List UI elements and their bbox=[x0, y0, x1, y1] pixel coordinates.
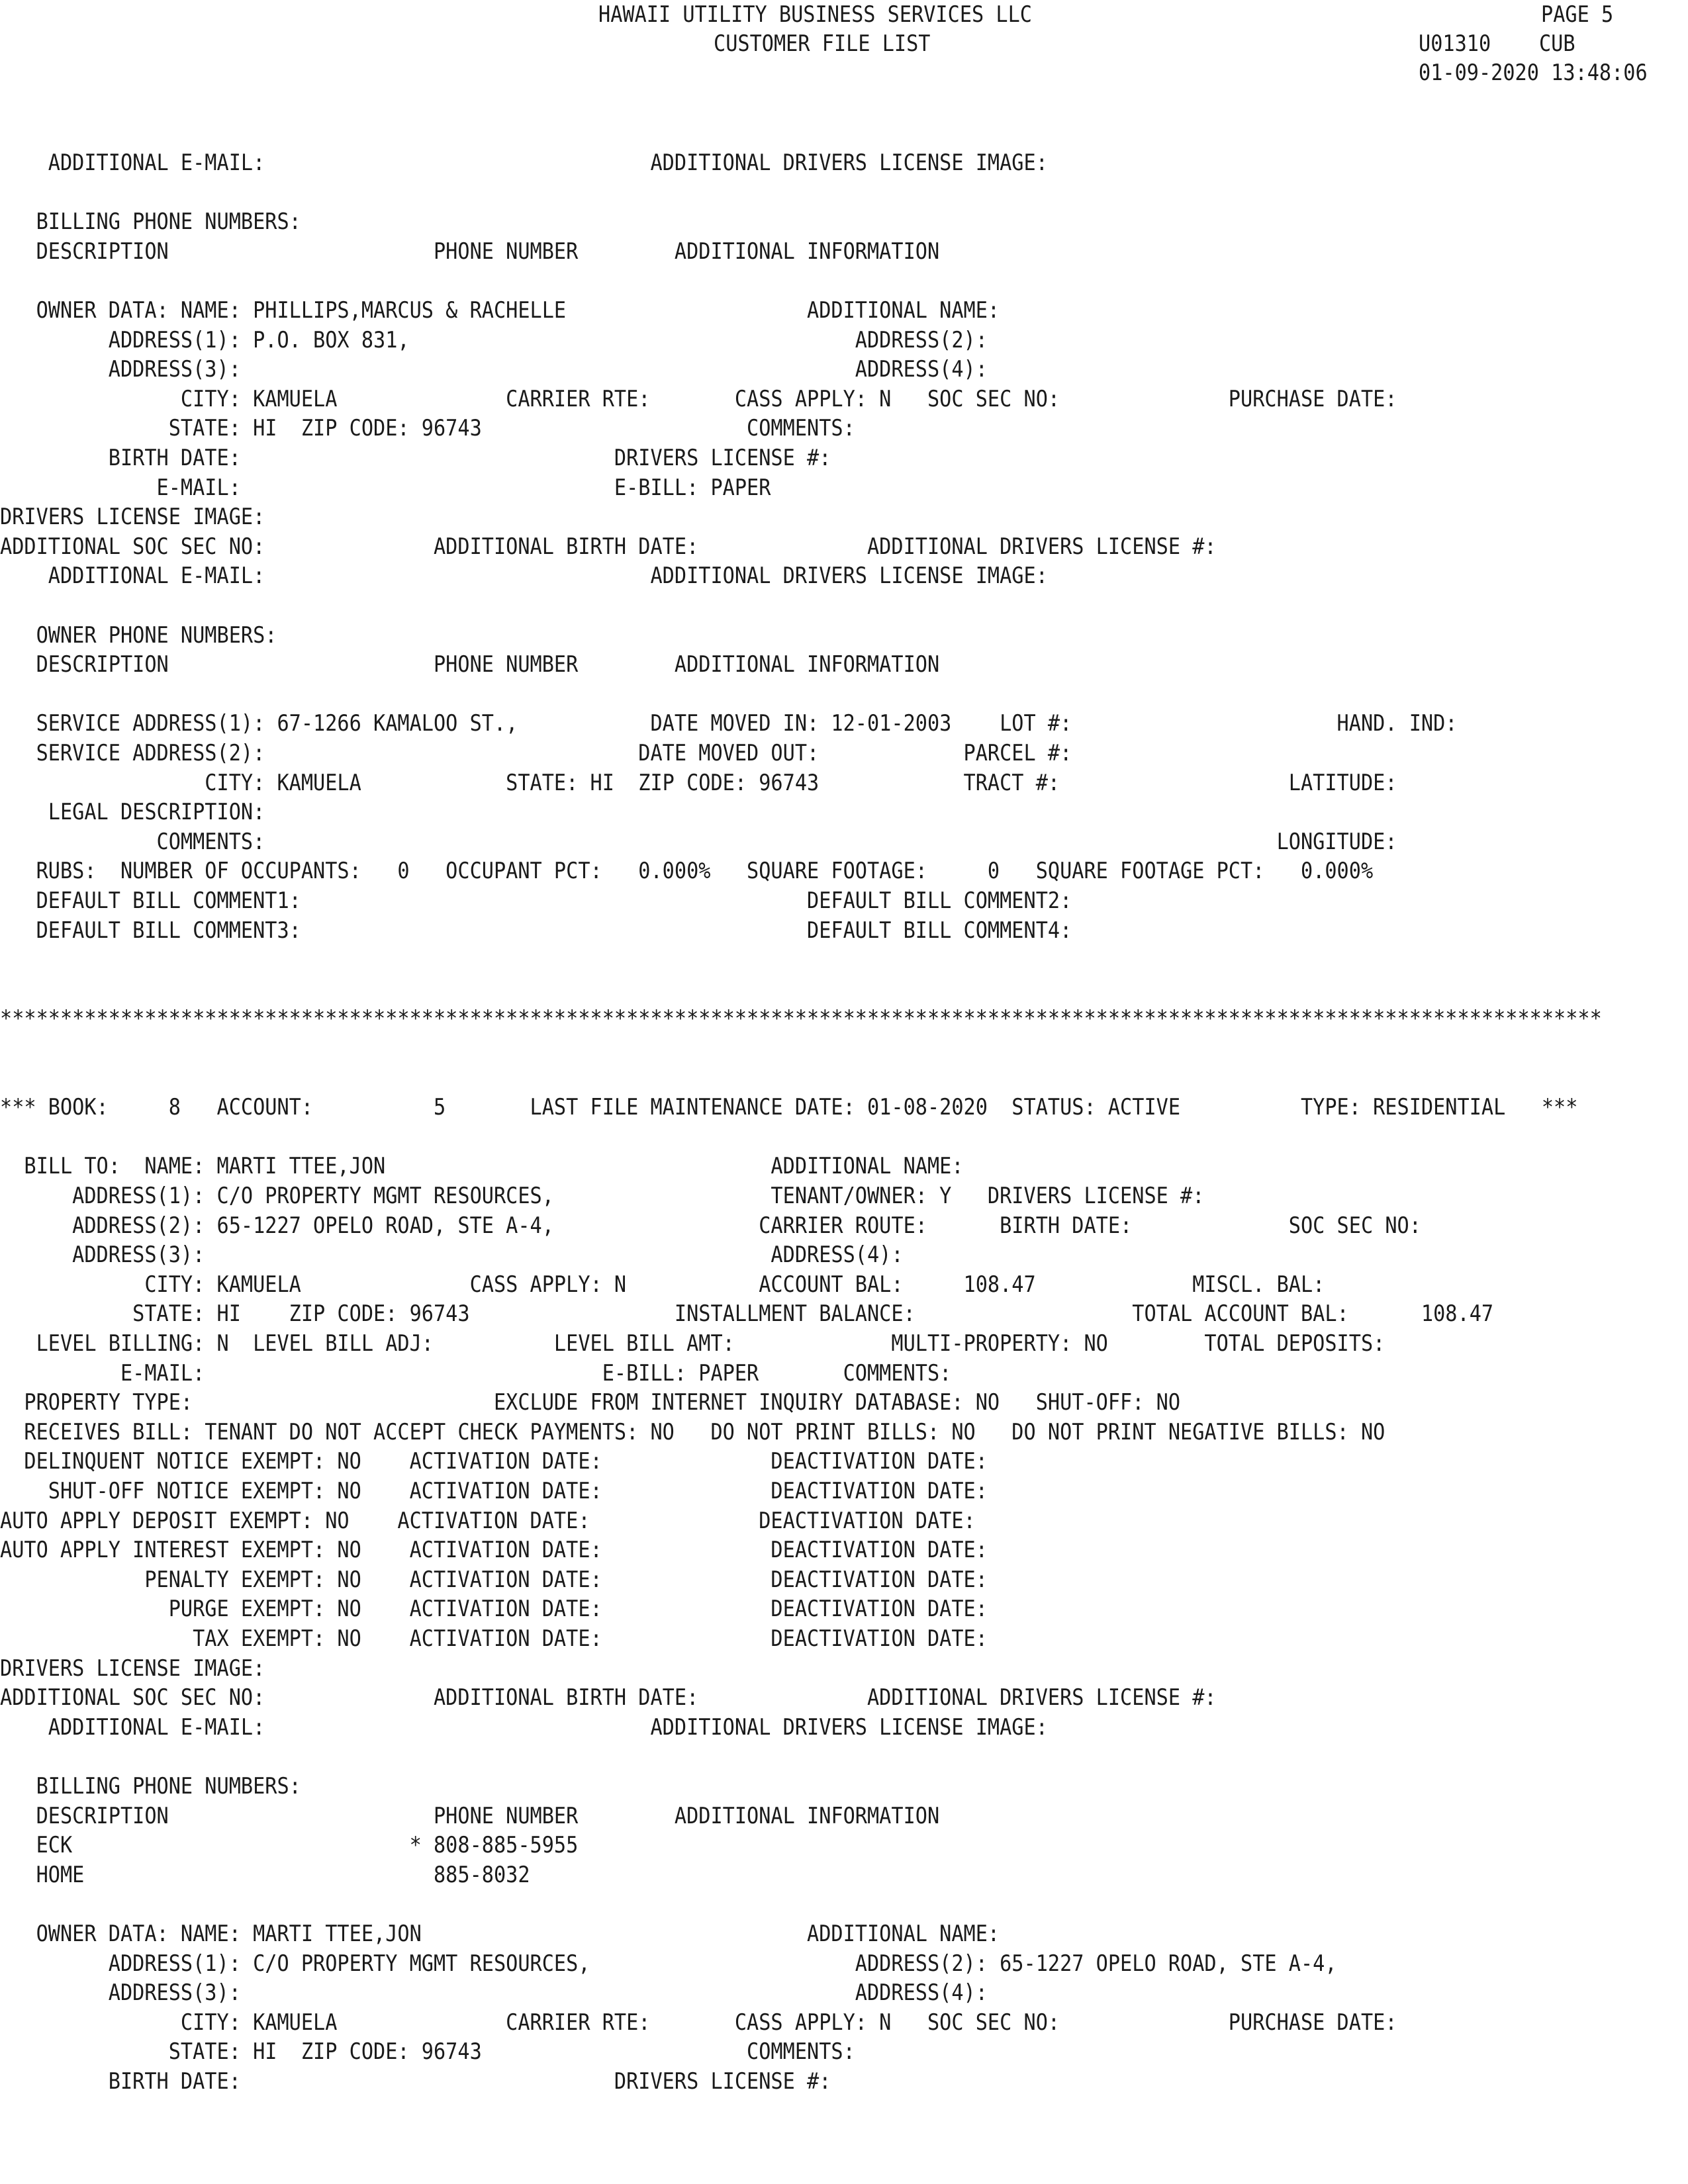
page-number: PAGE 5 bbox=[1541, 1, 1614, 27]
report-line: LEGAL DESCRIPTION: bbox=[0, 799, 265, 825]
report-timestamp: 01-09-2020 13:48:06 bbox=[1419, 60, 1648, 85]
report-line: OWNER DATA: NAME: PHILLIPS,MARCUS & RACHELLE ADDITIONAL NAME: bbox=[0, 297, 1000, 323]
report-line: LEVEL BILLING: N LEVEL BILL ADJ: LEVEL BILL AMT: MULTI-PROPERTY: NO TOTAL DEPOSITS: bbox=[0, 1330, 1385, 1356]
report-line: SERVICE ADDRESS(2): DATE MOVED OUT: PARCEL #: bbox=[0, 740, 1072, 766]
report-line: CITY: KAMUELA CARRIER RTE: CASS APPLY: N SOC SEC NO: PURCHASE DATE: bbox=[0, 385, 1397, 412]
report-line: STATE: HI ZIP CODE: 96743 COMMENTS: bbox=[0, 415, 855, 441]
report-line: DELINQUENT NOTICE EXEMPT: NO ACTIVATION DATE: DEACTIVATION DATE: bbox=[0, 1448, 988, 1475]
report-line: DESCRIPTION PHONE NUMBER ADDITIONAL INFORMATION bbox=[0, 1802, 940, 1829]
report-line: CITY: KAMUELA CASS APPLY: N ACCOUNT BAL: 108.47 MISCL. BAL: bbox=[0, 1271, 1325, 1297]
report-line: BIRTH DATE: DRIVERS LICENSE #: bbox=[0, 2068, 831, 2094]
report-line: OWNER PHONE NUMBERS: bbox=[0, 621, 277, 648]
report-line: DESCRIPTION PHONE NUMBER ADDITIONAL INFORMATION bbox=[0, 238, 940, 264]
report-line: ADDRESS(1): P.O. BOX 831, ADDRESS(2): bbox=[0, 326, 988, 353]
report-line: RECEIVES BILL: TENANT DO NOT ACCEPT CHECK PAYMENTS: NO DO NOT PRINT BILLS: NO DO NOT PRINT NEGATIVE BILLS: NO bbox=[0, 1418, 1385, 1445]
report-line: DEFAULT BILL COMMENT3: DEFAULT BILL COMMENT4: bbox=[0, 917, 1072, 943]
company-name: HAWAII UTILITY BUSINESS SERVICES LLC bbox=[598, 1, 1033, 27]
report-line: BILLING PHONE NUMBERS: bbox=[0, 1773, 301, 1799]
report-line: SERVICE ADDRESS(1): 67-1266 KAMALOO ST., DATE MOVED IN: 12-01-2003 LOT #: HAND. IND: bbox=[0, 710, 1458, 737]
report-line: ADDITIONAL SOC SEC NO: ADDITIONAL BIRTH DATE: ADDITIONAL DRIVERS LICENSE #: bbox=[0, 1684, 1217, 1711]
report-title: CUSTOMER FILE LIST bbox=[714, 30, 931, 56]
report-line: ADDITIONAL E-MAIL: ADDITIONAL DRIVERS LICENSE IMAGE: bbox=[0, 150, 1048, 175]
report-line: STATE: HI ZIP CODE: 96743 INSTALLMENT BALANCE: TOTAL ACCOUNT BAL: 108.47 bbox=[0, 1300, 1494, 1327]
report-line: BILL TO: NAME: MARTI TTEE,JON ADDITIONAL NAME: bbox=[0, 1153, 964, 1179]
report-line: ADDITIONAL E-MAIL: ADDITIONAL DRIVERS LICENSE IMAGE: bbox=[0, 563, 1048, 589]
report-line: DEFAULT BILL COMMENT1: DEFAULT BILL COMMENT2: bbox=[0, 887, 1072, 913]
report-line: ************************************************************************************************************************************* bbox=[0, 1005, 1602, 1032]
report-line: E-MAIL: E-BILL: PAPER COMMENTS: bbox=[0, 1359, 952, 1386]
report-line: OWNER DATA: NAME: MARTI TTEE,JON ADDITIONAL NAME: bbox=[0, 1921, 1000, 1946]
report-line: COMMENTS: LONGITUDE: bbox=[0, 828, 1397, 854]
report-line: PENALTY EXEMPT: NO ACTIVATION DATE: DEACTIVATION DATE: bbox=[0, 1566, 988, 1592]
report-line: DRIVERS LICENSE IMAGE: bbox=[0, 504, 265, 530]
report-line: SHUT-OFF NOTICE EXEMPT: NO ACTIVATION DATE: DEACTIVATION DATE: bbox=[0, 1478, 988, 1504]
report-line: ADDRESS(3): ADDRESS(4): bbox=[0, 1979, 988, 2006]
report-line: BILLING PHONE NUMBERS: bbox=[0, 208, 301, 235]
report-line: DESCRIPTION PHONE NUMBER ADDITIONAL INFORMATION bbox=[0, 651, 940, 678]
report-line: AUTO APPLY INTEREST EXEMPT: NO ACTIVATION DATE: DEACTIVATION DATE: bbox=[0, 1537, 988, 1563]
report-line: PURGE EXEMPT: NO ACTIVATION DATE: DEACTIVATION DATE: bbox=[0, 1596, 988, 1622]
report-line: HOME 885-8032 bbox=[0, 1861, 530, 1888]
report-line: ADDRESS(3): ADDRESS(4): bbox=[0, 356, 988, 383]
report-line: *** BOOK: 8 ACCOUNT: 5 LAST FILE MAINTENANCE DATE: 01-08-2020 STATUS: ACTIVE TYPE: RESIDENTIAL *** bbox=[0, 1094, 1578, 1120]
report-line: CITY: KAMUELA STATE: HI ZIP CODE: 96743 TRACT #: LATITUDE: bbox=[0, 769, 1397, 796]
report-line: ADDITIONAL SOC SEC NO: ADDITIONAL BIRTH DATE: ADDITIONAL DRIVERS LICENSE #: bbox=[0, 533, 1217, 559]
report-line: BIRTH DATE: DRIVERS LICENSE #: bbox=[0, 445, 831, 471]
report-line: DRIVERS LICENSE IMAGE: bbox=[0, 1655, 265, 1681]
report-line: AUTO APPLY DEPOSIT EXEMPT: NO ACTIVATION DATE: DEACTIVATION DATE: bbox=[0, 1507, 976, 1533]
report-line: ADDRESS(2): 65-1227 OPELO ROAD, STE A-4, CARRIER ROUTE: BIRTH DATE: SOC SEC NO: bbox=[0, 1212, 1421, 1238]
report-line: ADDITIONAL E-MAIL: ADDITIONAL DRIVERS LICENSE IMAGE: bbox=[0, 1713, 1048, 1740]
report-line: ADDRESS(1): C/O PROPERTY MGMT RESOURCES, TENANT/OWNER: Y DRIVERS LICENSE #: bbox=[0, 1183, 1205, 1208]
report-code: U01310 CUB bbox=[1419, 30, 1575, 56]
report-line: RUBS: NUMBER OF OCCUPANTS: 0 OCCUPANT PCT: 0.000% SQUARE FOOTAGE: 0 SQUARE FOOTAGE PCT: 0.000% bbox=[0, 858, 1374, 884]
report-line: E-MAIL: E-BILL: PAPER bbox=[0, 474, 771, 500]
report-line: ADDRESS(3): ADDRESS(4): bbox=[0, 1242, 904, 1268]
report-line: PROPERTY TYPE: EXCLUDE FROM INTERNET INQUIRY DATABASE: NO SHUT-OFF: NO bbox=[0, 1389, 1181, 1416]
report-line: STATE: HI ZIP CODE: 96743 COMMENTS: bbox=[0, 2038, 855, 2065]
report-line: ADDRESS(1): C/O PROPERTY MGMT RESOURCES, ADDRESS(2): 65-1227 OPELO ROAD, STE A-4, bbox=[0, 1950, 1337, 1976]
report-line: CITY: KAMUELA CARRIER RTE: CASS APPLY: N SOC SEC NO: PURCHASE DATE: bbox=[0, 2009, 1397, 2035]
report-line: ECK * 808-885-5955 bbox=[0, 1832, 579, 1858]
report-line: TAX EXEMPT: NO ACTIVATION DATE: DEACTIVATION DATE: bbox=[0, 1625, 988, 1651]
